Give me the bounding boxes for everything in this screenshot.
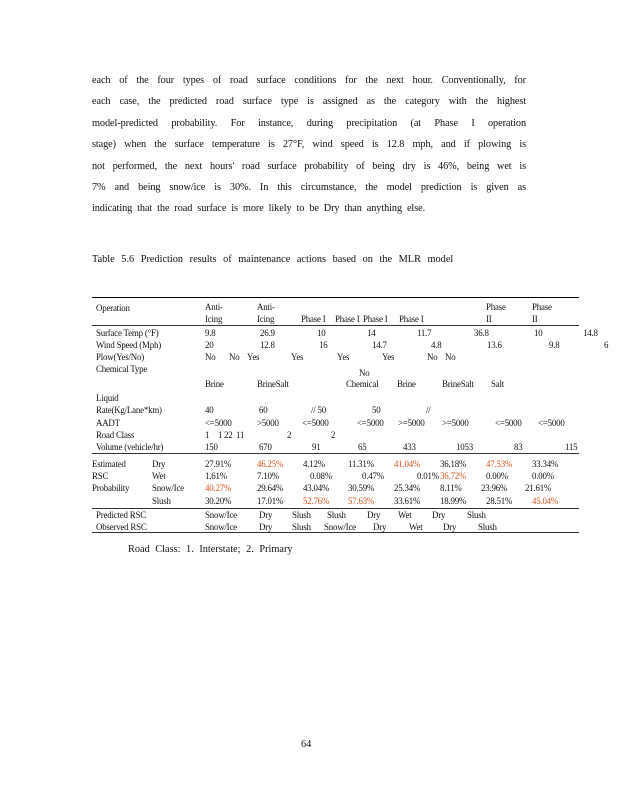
cell: 65 bbox=[358, 442, 367, 452]
cell: No bbox=[427, 352, 438, 362]
class-label: Slush bbox=[152, 496, 171, 506]
table-caption: Table 5.6 Prediction results of maintenance actions based on the MLR model bbox=[92, 254, 454, 265]
page-number: 64 bbox=[301, 739, 312, 750]
prob-cell: 29.64% bbox=[257, 483, 284, 493]
cell: BrineSalt bbox=[257, 379, 289, 389]
cell: Wet bbox=[409, 522, 423, 532]
cell: 4.8 bbox=[431, 340, 442, 350]
prob-cell-highlight: 41.04% bbox=[394, 459, 421, 469]
prob-cell: 28.51% bbox=[486, 496, 513, 506]
estimated-label: Estimated bbox=[92, 459, 126, 469]
cell: >=5000 bbox=[442, 418, 469, 428]
cell: Salt bbox=[491, 379, 505, 389]
cell: Slush bbox=[327, 510, 346, 520]
prob-cell: 0.01% bbox=[417, 471, 439, 481]
prob-cell: 0.00% bbox=[486, 471, 508, 481]
cell: 13.6 bbox=[487, 340, 502, 350]
header-col-2: Anti- bbox=[257, 302, 275, 312]
prob-cell: 4.12% bbox=[303, 459, 325, 469]
header-col-1: Anti- bbox=[205, 302, 223, 312]
prob-cell: 33.61% bbox=[394, 496, 421, 506]
estimated-label: RSC bbox=[92, 471, 109, 481]
cell: >5000 bbox=[257, 418, 279, 428]
paragraph-line: stage) when the surface temperature is 27°F, wind speed is 12.8 mph, and if plowing is bbox=[92, 139, 526, 151]
cell: 150 bbox=[205, 442, 218, 452]
cell: Yes bbox=[337, 352, 350, 362]
cell: Dry bbox=[443, 522, 457, 532]
row-label-chemical-type: Chemical Type bbox=[96, 364, 148, 374]
prob-cell: 27.91% bbox=[205, 459, 232, 469]
cell: 1 bbox=[205, 430, 210, 440]
cell: 2 bbox=[331, 430, 336, 440]
prob-cell-highlight: 46.25% bbox=[257, 459, 284, 469]
cell: Slush bbox=[467, 510, 486, 520]
cell: Dry bbox=[259, 510, 273, 520]
cell: Dry bbox=[367, 510, 381, 520]
prob-cell: 30.20% bbox=[205, 496, 232, 506]
prob-cell: 23.96% bbox=[481, 483, 508, 493]
class-label: Wet bbox=[152, 471, 166, 481]
paragraph-line: model-predicted probability. For instance, during precipitation (at Phase I operation bbox=[92, 117, 526, 129]
prob-cell-highlight: 36.72% bbox=[440, 471, 467, 481]
cell: // bbox=[426, 405, 431, 415]
cell: BrineSalt bbox=[442, 379, 474, 389]
observed-rule bbox=[92, 532, 579, 533]
row-label-aadt: AADT bbox=[96, 418, 120, 428]
prob-cell: 25.34% bbox=[394, 483, 421, 493]
prob-cell-highlight: 47.53% bbox=[486, 459, 513, 469]
cell: 10 bbox=[317, 328, 326, 338]
cell: 2 bbox=[287, 430, 292, 440]
table-top-rule bbox=[92, 297, 579, 298]
cell: Brine bbox=[205, 379, 224, 389]
cell: Wet bbox=[398, 510, 412, 520]
cell: 1 bbox=[240, 430, 245, 440]
paragraph-line: indicating that the road surface is more likely to be Dry than anything else. bbox=[92, 203, 426, 215]
header-rule bbox=[92, 325, 579, 326]
cell: Dry bbox=[432, 510, 446, 520]
header-col-8: Phase bbox=[532, 302, 552, 312]
prob-cell: 7.10% bbox=[257, 471, 279, 481]
prob-cell: 43.04% bbox=[303, 483, 330, 493]
volume-rule bbox=[92, 453, 579, 454]
header-col-4: Phase I bbox=[335, 314, 360, 324]
prob-cell: 18.99% bbox=[440, 496, 467, 506]
prob-cell: 33.34% bbox=[532, 459, 559, 469]
cell: 6 bbox=[604, 340, 609, 350]
prob-cell: 17.01% bbox=[257, 496, 284, 506]
prob-cell: 0.08% bbox=[310, 471, 332, 481]
prob-cell: 36.18% bbox=[440, 459, 467, 469]
cell: Snow/Ice bbox=[205, 510, 237, 520]
header-operation: Operation bbox=[96, 303, 130, 313]
cell: 9.8 bbox=[549, 340, 560, 350]
prob-cell: 0.00% bbox=[532, 471, 554, 481]
cell: 1 bbox=[236, 430, 241, 440]
header-col-7b: II bbox=[486, 314, 492, 324]
cell: // 50 bbox=[311, 405, 327, 415]
cell: 20 bbox=[205, 340, 214, 350]
prob-cell: 0.47% bbox=[362, 471, 384, 481]
cell: 10 bbox=[534, 328, 543, 338]
cell: Yes bbox=[247, 352, 260, 362]
header-col-8b: II bbox=[532, 314, 538, 324]
prob-cell: 11.31% bbox=[348, 459, 374, 469]
cell: <=5000 bbox=[357, 418, 384, 428]
cell: Slush bbox=[292, 510, 311, 520]
row-label-wind-speed: Wind Speed (Mph) bbox=[96, 340, 161, 350]
cell: 26.9 bbox=[260, 328, 275, 338]
cell: Chemical bbox=[346, 379, 379, 389]
row-label-road-class: Road Class bbox=[96, 430, 135, 440]
cell: No bbox=[445, 352, 456, 362]
prob-cell: 21.61% bbox=[525, 483, 552, 493]
cell: No bbox=[205, 352, 216, 362]
cell: 14 bbox=[367, 328, 376, 338]
row-label-surface-temp: Surface Temp (°F) bbox=[96, 328, 159, 338]
estimated-label: Probability bbox=[92, 483, 130, 493]
cell: <=5000 bbox=[302, 418, 329, 428]
cell: 115 bbox=[565, 442, 578, 452]
paragraph-line: each case, the predicted road surface type is assigned as the category with the highest bbox=[92, 96, 526, 108]
cell: 83 bbox=[514, 442, 523, 452]
cell: 91 bbox=[312, 442, 321, 452]
prob-cell-highlight: 45.04% bbox=[532, 496, 559, 506]
cell: 14.7 bbox=[372, 340, 387, 350]
cell: <=5000 bbox=[538, 418, 565, 428]
cell: Snow/Ice bbox=[205, 522, 237, 532]
row-label-rate: Rate(Kg/Lane*km) bbox=[96, 405, 162, 415]
row-label-volume: Volume (vehicle/hr) bbox=[96, 442, 164, 452]
paragraph-line: 7% and being snow/ice is 30%. In this circumstance, the model prediction is given as bbox=[92, 181, 526, 193]
cell: <=5000 bbox=[205, 418, 232, 428]
body-paragraph bbox=[92, 70, 526, 220]
cell: <=5000 bbox=[495, 418, 522, 428]
cell: Yes bbox=[291, 352, 304, 362]
header-col-2b: Icing bbox=[257, 314, 275, 324]
cell: Slush bbox=[292, 522, 311, 532]
road-class-note: Road Class: 1. Interstate; 2. Primary bbox=[128, 544, 293, 555]
cell: Dry bbox=[259, 522, 273, 532]
row-label-plow: Plow(Yes/No) bbox=[96, 352, 144, 362]
cell: 14.8 bbox=[583, 328, 598, 338]
cell: 1053 bbox=[456, 442, 473, 452]
paragraph-line: not performed, the next hours' road surface probability of being dry is 46%, being wet is bbox=[92, 160, 526, 172]
prob-cell: 8.11% bbox=[440, 483, 462, 493]
cell: 16 bbox=[319, 340, 328, 350]
cell: Slush bbox=[478, 522, 497, 532]
cell: 50 bbox=[372, 405, 381, 415]
class-label: Dry bbox=[152, 459, 166, 469]
cell: Yes bbox=[382, 352, 395, 362]
cell: >=5000 bbox=[398, 418, 425, 428]
prob-cell-highlight: 40.27% bbox=[205, 483, 232, 493]
cell: No bbox=[229, 352, 240, 362]
cell: 40 bbox=[205, 405, 214, 415]
cell: 60 bbox=[259, 405, 268, 415]
cell: Dry bbox=[373, 522, 387, 532]
header-col-1b: Icing bbox=[205, 314, 223, 324]
header-col-6: Phase I bbox=[399, 314, 424, 324]
cell: Brine bbox=[397, 379, 416, 389]
prob-cell: 30.59% bbox=[348, 483, 375, 493]
cell: 36.8 bbox=[474, 328, 489, 338]
cell: 11.7 bbox=[417, 328, 432, 338]
row-label-observed: Observed RSC bbox=[96, 522, 147, 532]
cell: 9.8 bbox=[205, 328, 216, 338]
cell: No bbox=[359, 368, 370, 378]
row-label-liquid: Liquid bbox=[96, 393, 119, 403]
header-col-5: Phase I bbox=[363, 314, 388, 324]
row-label-predicted: Predicted RSC bbox=[96, 510, 146, 520]
cell: Snow/Ice bbox=[324, 522, 356, 532]
prob-cell: 1.61% bbox=[205, 471, 227, 481]
class-label: Snow/Ice bbox=[152, 483, 184, 493]
cell: 670 bbox=[259, 442, 272, 452]
prob-cell-highlight: 52.76% bbox=[303, 496, 330, 506]
cell: 433 bbox=[403, 442, 416, 452]
cell: 22 bbox=[224, 430, 233, 440]
header-col-3: Phase I bbox=[301, 314, 326, 324]
prob-cell-highlight: 57.63% bbox=[348, 496, 375, 506]
cell: 12.8 bbox=[260, 340, 275, 350]
estimated-rule bbox=[92, 508, 579, 509]
header-col-7: Phase bbox=[486, 302, 506, 312]
paragraph-line: each of the four types of road surface conditions for the next hour. Conventionally, for bbox=[92, 75, 526, 86]
cell: 1 bbox=[218, 430, 223, 440]
